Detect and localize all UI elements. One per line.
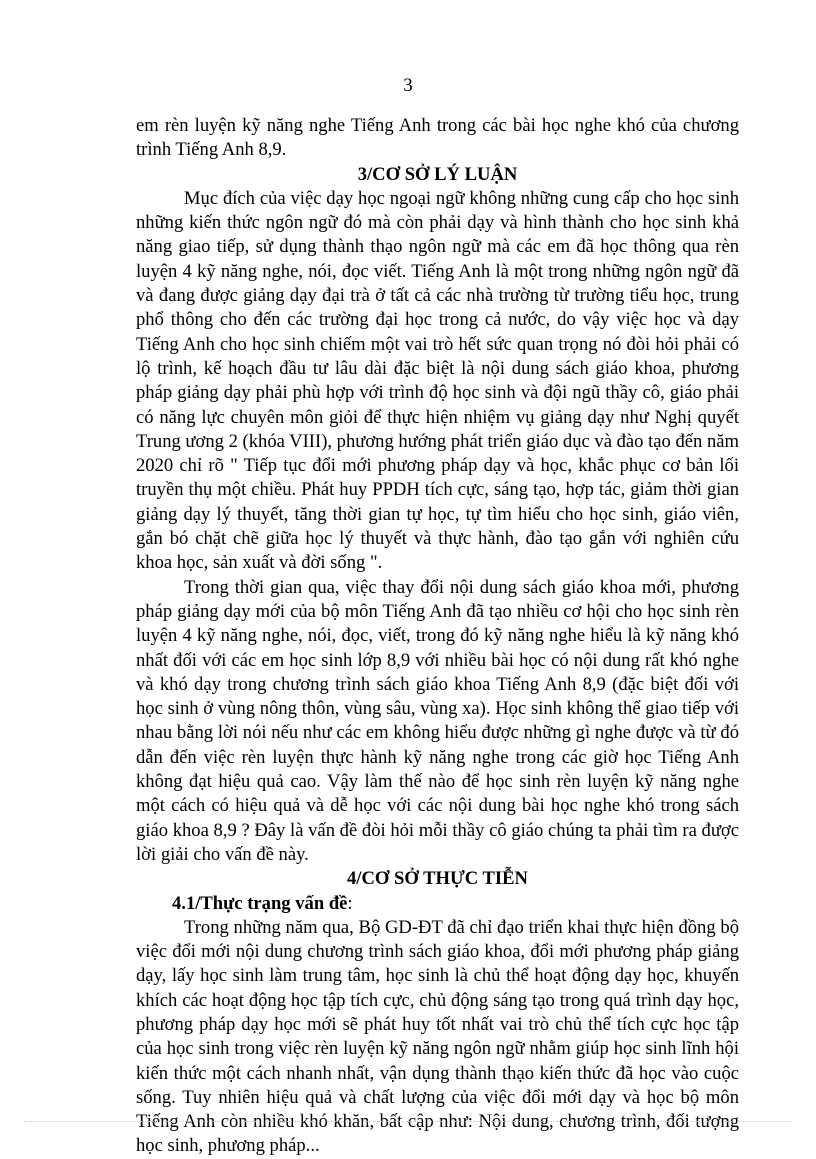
section-4-1-subheading	[136, 892, 739, 916]
document-body	[136, 114, 739, 1159]
section-4-1-subheading-colon: :	[347, 892, 353, 914]
section-4-1-subheading-text: 4.1/Thực trạng vấn đề	[172, 892, 348, 914]
section-3-paragraph-2: Trong thời gian qua, việc thay đổi nội dung sách giáo khoa mới, phương pháp giảng dạy mới của bộ môn Tiếng Anh đã tạo nhiều cơ hội cho học sinh rèn luyện 4 kỹ năng nghe, nói, đọc, viết, trong đó kỹ năng nghe hiểu là kỹ năng khó nhất đối với các em học sinh lớp 8,9 với nhiều bài học có nội dung rất khó nghe và khó dạy trong chương trình sách giáo khoa Tiếng Anh 8,9 (đặc biệt đối với học sinh ở vùng nông thôn, vùng sâu, vùng xa). Học sinh không thể giao tiếp với nhau bằng lời nói nếu như các em không hiểu được những gì nghe được và từ đó dẫn đến việc rèn luyện thực hành kỹ năng nghe trong các giờ học Tiếng Anh không đạt hiệu quả cao. Vậy làm thế nào để học sinh rèn luyện kỹ năng nghe một cách có hiệu quả và dễ học với các nội dung bài học nghe khó trong sách giáo khoa 8,9 ? Đây là vấn đề đòi hỏi mỗi thầy cô giáo chúng ta phải tìm ra được lời giải cho vấn đề này.	[136, 576, 739, 865]
section-3-heading: 3/CƠ SỞ LÝ LUẬN	[357, 163, 518, 185]
page-bottom-divider	[24, 1121, 792, 1122]
intro-paragraph: em rèn luyện kỹ năng nghe Tiếng Anh trong các bài học nghe khó của chương trình Tiếng Anh 8,9.	[136, 115, 739, 161]
section-4-1-paragraph: Trong những năm qua, Bộ GD-ĐT đã chỉ đạo triển khai thực hiện đồng bộ việc đổi mới nội dung chương trình sách giáo khoa, đổi mới phương pháp giảng dạy, lấy học sinh làm trung tâm, học sinh là chủ thể hoạt động dạy học, khuyến khích các hoạt động học tập tích cực, chủ động sáng tạo trong quá trình dạy học, phương pháp dạy học mới sẽ phát huy tốt nhất vai trò chủ thể tích cực học tập của học sinh trong việc rèn luyện kỹ năng ngôn ngữ nhằm giúp học sinh lĩnh hội kiến thức một cách nhanh nhất, vận dụng thành thạo kiến thức đã học vào cuộc sống. Tuy nhiên hiệu quả và chất lượng của việc đổi mới dạy và học bộ môn Tiếng Anh còn nhiều khó khăn, bất cập như: Nội dung, chương trình, đối tượng học sinh, phương pháp...	[136, 916, 739, 1157]
page-number: 3	[403, 75, 413, 96]
section-4-heading: 4/CƠ SỞ THỰC TIỄN	[347, 868, 528, 890]
section-3-paragraph-1: Mục đích của việc dạy học ngoại ngữ không những cung cấp cho học sinh những kiến thức ngôn ngữ đó mà còn phải dạy và hình thành cho học sinh khả năng giao tiếp, sử dụng thành thạo ngôn ngữ mà các em đã học thông qua rèn luyện 4 kỹ năng nghe, nói, đọc viết. Tiếng Anh là một trong những ngôn ngữ đã và đang được giảng dạy đại trà ở tất cả các nhà trường từ trường tiểu học, trung phổ thông cho đến các trường đại học trong cả nước, do vậy việc học và dạy Tiếng Anh cho học sinh chiếm một vai trò hết sức quan trọng nó đòi hỏi phải có lộ trình, kế hoạch đầu tư lâu dài đặc biệt là nội dung sách giáo khoa, phương pháp giảng dạy phải phù hợp với trình độ học sinh và đội ngũ thầy cô, giáo phải có năng lực chuyên môn giỏi để thực hiện nhiệm vụ giảng dạy như Nghị quyết Trung ương 2 (khóa VIII), phương hướng phát triển giáo dục và đào tạo đến năm 2020 chỉ rõ " Tiếp tục đổi mới phương pháp dạy và học, khắc phục cơ bản lối truyền thụ một chiều. Phát huy PPDH tích cực, sáng tạo, hợp tác, giảm thời gian giảng dạy lý thuyết, tăng thời gian tự học, tự tìm hiểu cho học sinh, giáo viên, gắn bó chặt chẽ giữa học lý thuyết và thực hành, đào tạo gắn với nghiên cứu khoa học, sản xuất và đời sống ".	[136, 187, 739, 574]
